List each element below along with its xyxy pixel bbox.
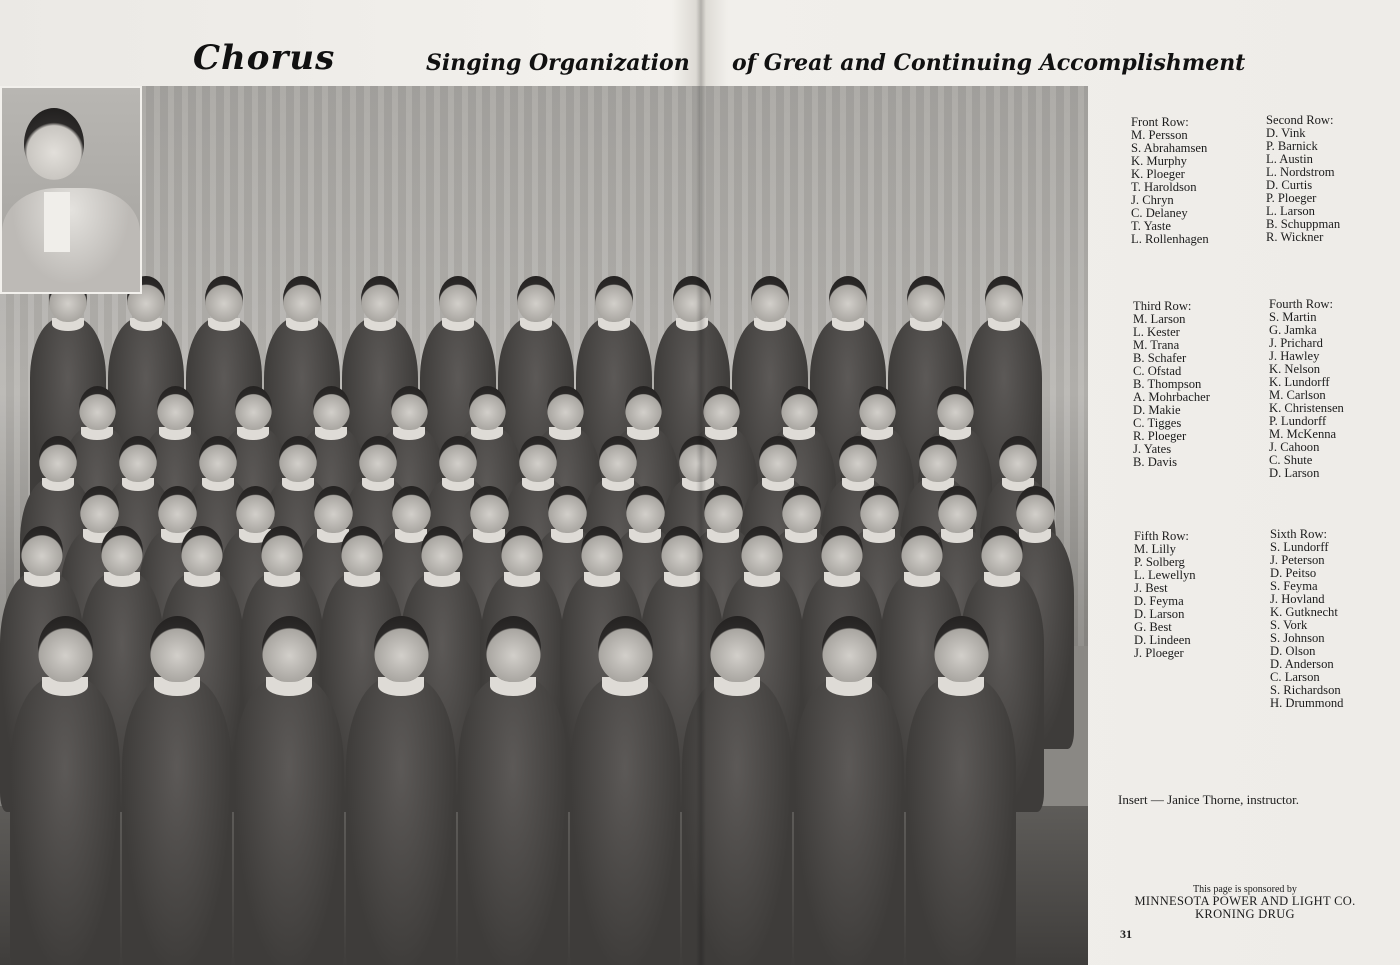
roster-heading: Front Row:: [1131, 115, 1189, 129]
choir-member-head: [781, 386, 818, 430]
choir-member-head: [598, 616, 653, 682]
choir-member-head: [704, 486, 743, 533]
roster-name: L. Rollenhagen: [1131, 232, 1209, 246]
choir-member-head: [703, 386, 740, 430]
roster-name: M. McKenna: [1269, 427, 1337, 441]
roster-sixth-row: [1270, 528, 1343, 710]
choir-member-head: [421, 526, 463, 576]
choir-member-head: [199, 436, 237, 482]
choir-member-head: [999, 436, 1037, 482]
roster-name: M. Larson: [1133, 312, 1186, 326]
choir-member-head: [119, 436, 157, 482]
roster-heading: Third Row:: [1133, 299, 1192, 313]
choir-member-head: [839, 436, 877, 482]
roster-name: J. Yates: [1133, 442, 1172, 456]
choir-member-head: [822, 616, 877, 682]
roster-name: J. Hawley: [1269, 349, 1320, 363]
choir-member-head: [283, 276, 321, 322]
choir-member-head: [501, 526, 543, 576]
sponsor-intro: This page is sponsored by: [1193, 884, 1297, 895]
roster-heading: Second Row:: [1266, 113, 1334, 127]
sponsor-line-1: MINNESOTA POWER AND LIGHT CO.: [1134, 894, 1356, 908]
insert-caption: Insert — Janice Thorne, instructor.: [1118, 792, 1299, 807]
title-subtitle-left: Singing Organization: [426, 50, 690, 76]
roster-name: J. Prichard: [1269, 336, 1323, 350]
roster-name: J. Cahoon: [1269, 440, 1320, 454]
roster-name: P. Solberg: [1134, 555, 1185, 569]
choir-member-head: [581, 526, 623, 576]
choir-member-head: [859, 386, 896, 430]
roster-name: J. Hovland: [1270, 592, 1325, 606]
choir-member-head: [595, 276, 633, 322]
choir-member-head: [519, 436, 557, 482]
choir-member-head: [907, 276, 945, 322]
choir-member-head: [157, 386, 194, 430]
roster-name: L. Kester: [1133, 325, 1180, 339]
roster-name: D. Lindeen: [1134, 633, 1191, 647]
roster-name: B. Schafer: [1133, 351, 1187, 365]
roster-name: P. Ploeger: [1266, 191, 1317, 205]
roster-name: C. Larson: [1270, 670, 1320, 684]
choir-member-head: [938, 486, 977, 533]
choir-member-head: [860, 486, 899, 533]
choir-member-head: [547, 386, 584, 430]
roster-name: J. Peterson: [1270, 553, 1325, 567]
choir-member-head: [374, 616, 429, 682]
roster-name: D. Vink: [1266, 126, 1306, 140]
roster-name: S. Johnson: [1270, 631, 1325, 645]
choir-member-head: [517, 276, 555, 322]
title-chorus: Chorus: [193, 38, 336, 78]
choir-member-head: [391, 386, 428, 430]
choir-member-head: [548, 486, 587, 533]
choir-member-head: [279, 436, 317, 482]
choir-robe: [906, 677, 1016, 965]
roster-name: R. Ploeger: [1133, 429, 1187, 443]
roster-fifth-row: [1134, 530, 1196, 660]
choir-member-head: [392, 486, 431, 533]
choir-robe: [794, 677, 904, 965]
roster-name: K. Murphy: [1131, 154, 1187, 168]
choir-member-head: [101, 526, 143, 576]
choir-member-head: [901, 526, 943, 576]
roster-name: S. Vork: [1270, 618, 1308, 632]
choir-robe: [346, 677, 456, 965]
instructor-head: [24, 108, 84, 180]
choir-robe: [122, 677, 232, 965]
sponsor-block: [1110, 884, 1380, 921]
roster-name: J. Chryn: [1131, 193, 1174, 207]
roster-name: D. Larson: [1134, 607, 1185, 621]
roster-name: A. Mohrbacher: [1133, 390, 1210, 404]
roster-name: K. Gutknecht: [1270, 605, 1338, 619]
roster-name: S. Richardson: [1270, 683, 1341, 697]
roster-name: D. Anderson: [1270, 657, 1334, 671]
choir-member-head: [1016, 486, 1055, 533]
roster-name: L. Larson: [1266, 204, 1315, 218]
roster-name: S. Lundorff: [1270, 540, 1329, 554]
group-photo: [0, 86, 1088, 965]
roster-name: G. Jamka: [1269, 323, 1317, 337]
choir-member-head: [469, 386, 506, 430]
roster-name: K. Lundorff: [1269, 375, 1330, 389]
roster-name: B. Schuppman: [1266, 217, 1341, 231]
roster-name: S. Feyma: [1270, 579, 1318, 593]
choir-member-head: [262, 616, 317, 682]
roster-name: M. Lilly: [1134, 542, 1176, 556]
choir-member-head: [39, 436, 77, 482]
roster-second-row: [1266, 114, 1340, 244]
roster-name: T. Yaste: [1131, 219, 1171, 233]
choir-member-head: [236, 486, 275, 533]
roster-name: K. Ploeger: [1131, 167, 1185, 181]
page-gutter: [696, 0, 706, 965]
choir-member-head: [38, 616, 93, 682]
choir-member-head: [821, 526, 863, 576]
instructor-inset-photo: [0, 86, 142, 294]
page-number: 31: [1120, 927, 1132, 941]
choir-member-head: [782, 486, 821, 533]
roster-name: G. Best: [1134, 620, 1172, 634]
roster-name: D. Curtis: [1266, 178, 1313, 192]
choir-member-head: [439, 276, 477, 322]
roster-name: S. Abrahamsen: [1131, 141, 1208, 155]
roster-name: M. Carlson: [1269, 388, 1326, 402]
roster-front-row: [1131, 116, 1209, 246]
roster-name: T. Haroldson: [1131, 180, 1197, 194]
choir-robe: [10, 677, 120, 965]
roster-name: S. Martin: [1269, 310, 1317, 324]
choir-member-head: [150, 616, 205, 682]
roster-name: C. Delaney: [1131, 206, 1188, 220]
choir-member-head: [741, 526, 783, 576]
choir-member-head: [313, 386, 350, 430]
choir-member-head: [937, 386, 974, 430]
instructor-body: [2, 188, 140, 294]
roster-name: D. Larson: [1269, 466, 1320, 480]
choir-member-head: [710, 616, 765, 682]
roster-name: L. Nordstrom: [1266, 165, 1335, 179]
choir-member-head: [599, 436, 637, 482]
choir-member-head: [759, 436, 797, 482]
choir-member-head: [359, 436, 397, 482]
choir-member-head: [158, 486, 197, 533]
instructor-blouse: [44, 192, 70, 252]
roster-name: D. Feyma: [1134, 594, 1184, 608]
choir-member-head: [985, 276, 1023, 322]
roster-fourth-row: [1269, 298, 1344, 480]
choir-member-head: [751, 276, 789, 322]
roster-name: K. Christensen: [1269, 401, 1344, 415]
roster-name: D. Makie: [1133, 403, 1181, 417]
roster-name: B. Thompson: [1133, 377, 1202, 391]
roster-name: R. Wickner: [1266, 230, 1324, 244]
roster-name: C. Tigges: [1133, 416, 1182, 430]
roster-name: C. Shute: [1269, 453, 1313, 467]
choir-member-head: [235, 386, 272, 430]
choir-member-head: [439, 436, 477, 482]
choir-member-head: [79, 386, 116, 430]
roster-heading: Fifth Row:: [1134, 529, 1189, 543]
roster-name: J. Best: [1134, 581, 1168, 595]
roster-name: J. Ploeger: [1134, 646, 1184, 660]
choir-member-head: [361, 276, 399, 322]
choir-member-head: [625, 386, 662, 430]
choir-member-head: [261, 526, 303, 576]
choir-member-head: [80, 486, 119, 533]
title-subtitle-right: of Great and Continuing Accomplishment: [732, 50, 1246, 76]
choir-member-head: [21, 526, 63, 576]
choir-member-head: [205, 276, 243, 322]
choir-member-head: [341, 526, 383, 576]
roster-third-row: [1133, 300, 1210, 469]
roster-name: H. Drummond: [1270, 696, 1344, 710]
choir-robe: [570, 677, 680, 965]
roster-name: B. Davis: [1133, 455, 1178, 469]
choir-member-head: [934, 616, 989, 682]
roster-name: P. Lundorff: [1269, 414, 1327, 428]
roster-heading: Sixth Row:: [1270, 527, 1328, 541]
roster-name: D. Peitso: [1270, 566, 1317, 580]
choir-robe: [234, 677, 344, 965]
roster-name: C. Ofstad: [1133, 364, 1182, 378]
choir-member-head: [626, 486, 665, 533]
choir-member-head: [981, 526, 1023, 576]
choir-member-head: [314, 486, 353, 533]
sponsor-line-2: KRONING DRUG: [1195, 907, 1295, 921]
roster-name: L. Austin: [1266, 152, 1313, 166]
choir-member-head: [470, 486, 509, 533]
choir-robe: [458, 677, 568, 965]
choir-member-head: [486, 616, 541, 682]
choir-member-head: [919, 436, 957, 482]
roster-name: L. Lewellyn: [1134, 568, 1196, 582]
choir-member-head: [829, 276, 867, 322]
roster-name: M. Trana: [1133, 338, 1180, 352]
choir-member-head: [181, 526, 223, 576]
roster-heading: Fourth Row:: [1269, 297, 1334, 311]
roster-name: K. Nelson: [1269, 362, 1321, 376]
roster-name: M. Persson: [1131, 128, 1188, 142]
roster-name: D. Olson: [1270, 644, 1316, 658]
roster-name: P. Barnick: [1266, 139, 1318, 153]
